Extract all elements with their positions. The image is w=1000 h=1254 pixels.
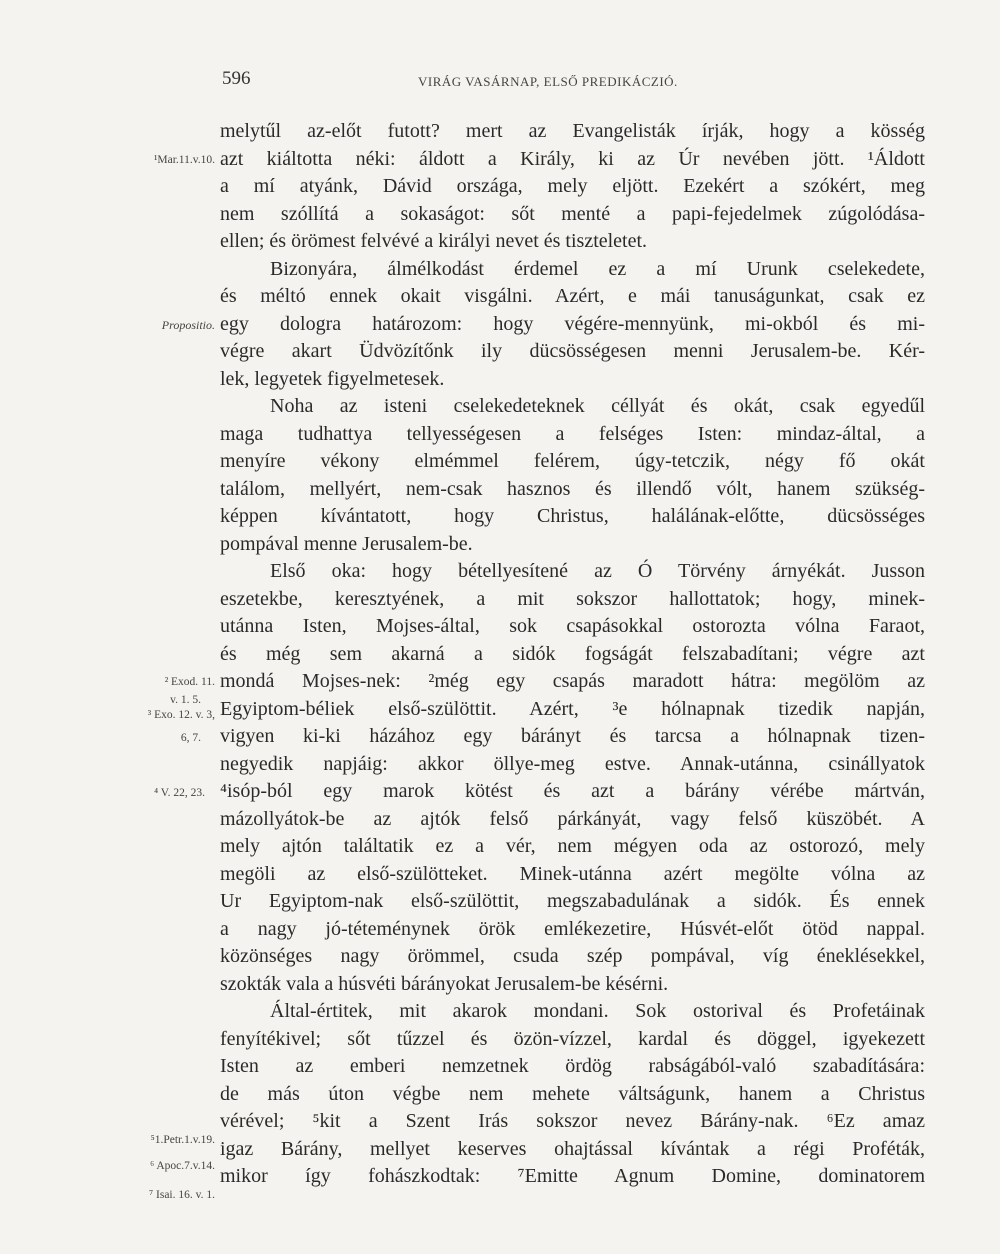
text-line: vigyen ki-ki házához egy bárányt és tarcsa a hólnapnak tizen- xyxy=(220,725,925,747)
text-line: Ur Egyiptom-nak első-szülöttit, megszabadulának a sidók. És ennek xyxy=(220,890,925,912)
text-line: mázollyátok-be az ajtók felső párkányát, vagy felső küszöbét. A xyxy=(220,807,925,830)
text-line: megöli az első-szülötteket. Minek-utánna azért megölte vólna az xyxy=(220,862,925,885)
text-line: és még sem akarná a sidók fogságát felszabadítani; végre azt xyxy=(220,642,925,665)
text-line: a mí atyánk, Dávid országa, mely eljött. Ezekért a szókért, meg xyxy=(220,175,925,197)
text-line: fenyítékivel; sőt tűzzel és özön-vízzel, kardal és döggel, igyekezett xyxy=(220,1027,925,1050)
text-line: melytűl az-előt futott? mert az Evangelisták írják, hogy a kösség xyxy=(220,120,925,142)
text-line: találom, mellyért, nem-csak hasznos és illendő vólt, hanem szükség- xyxy=(220,477,925,500)
page-number: 596 xyxy=(222,68,251,89)
body-text xyxy=(220,118,925,1191)
text-line: Egyiptom-béliek első-szülöttit. Azért, ³e hólnapnak tizedik napján, xyxy=(220,697,925,720)
margin-note: ⁵1.Petr.1.v.19. xyxy=(150,1134,215,1146)
margin-note: Propositio. xyxy=(161,318,215,332)
text-line: és méltó ennek okait visgálni. Azért, e mái tanuságunkat, csak ez xyxy=(220,285,925,307)
text-line: azt kiáltotta néki: áldott a Király, ki az Úr nevében jött. ¹Áldott xyxy=(220,147,925,170)
text-line: végre akart Üdvözítőnk ily dücsösségesen menni Jerusalem-be. Kér- xyxy=(220,340,925,362)
margin-note: ⁴ V. 22, 23. xyxy=(154,787,205,799)
text-line: közönséges nagy örömmel, csuda szép pompával, víg éneklésekkel, xyxy=(220,945,925,967)
text-line: lek, legyetek figyelmetesek. xyxy=(220,367,445,390)
text-line: ⁴isóp-ból egy marok kötést és azt a bárány vérébe mártván, xyxy=(220,780,925,802)
page-header xyxy=(222,68,922,98)
text-line: pompával menne Jerusalem-be. xyxy=(220,532,473,555)
margin-note: ⁶ Apoc.7.v.14. xyxy=(150,1160,215,1172)
text-line: képpen kívántatott, hogy Christus, halálának-előtte, dücsösséges xyxy=(220,505,925,527)
margin-note: 6, 7. xyxy=(180,732,201,744)
text-line: Isten az emberi nemzetnek ördög rabságából-való szabadítására: xyxy=(220,1055,925,1077)
text-line: szokták vala a húsvéti bárányokat Jerusalem-be késérni. xyxy=(220,972,669,995)
text-line: de más úton végbe nem mehete váltságunk, hanem a Christus xyxy=(220,1082,925,1105)
text-line: Első oka: hogy bétellyesítené az Ó Törvény árnyékát. Jusson xyxy=(270,560,925,582)
margin-note: ³ Exo. 12. v. 3, xyxy=(147,709,215,721)
text-line: mondá Mojses-nek: ²még egy csapás maradott hátra: megölöm az xyxy=(220,670,925,692)
text-line: nem szóllítá a sokaságot: sőt menté a papi-fejedelmek zúgolódása- xyxy=(220,202,925,225)
margin-note: ⁷ Isai. 16. v. 1. xyxy=(149,1189,215,1201)
margin-note: v. 1. 5. xyxy=(170,694,201,706)
text-line: maga tudhattya tellyességesen a felséges Isten: mindaz-által, a xyxy=(220,422,925,445)
text-line: eszetekbe, keresztyének, a mit sokszor hallottatok; hogy, minek- xyxy=(220,587,925,610)
margin-note: ¹Mar.11.v.10. xyxy=(153,154,215,166)
text-line: Által-értitek, mit akarok mondani. Sok ostorival és Profetáinak xyxy=(270,1000,925,1022)
margin-notes xyxy=(0,0,215,1254)
text-line: Noha az isteni cselekedeteknek céllyát és okát, csak egyedűl xyxy=(270,395,925,417)
text-line: egy dologra határozom: hogy végére-mennyünk, mi-okból és mi- xyxy=(220,312,925,335)
text-line: menyíre vékony elmémmel felérem, úgy-tetczik, négy fő okát xyxy=(220,450,925,472)
text-line: negyedik napjáig: akkor öllye-meg estve. Annak-utánna, csinállyatok xyxy=(220,752,925,775)
text-line: mely ajtón találtatik ez a vér, nem mégyen oda az ostorozó, mely xyxy=(220,835,925,857)
text-line: utánna Isten, Mojses-által, sok csapásokkal ostorozta vólna Faraot, xyxy=(220,615,925,637)
running-title: VIRÁG VASÁRNAP, ELSŐ PREDIKÁCZIÓ. xyxy=(418,74,678,89)
text-line: vérével; ⁵kit a Szent Irás sokszor nevez Bárány-nak. ⁶Ez amaz xyxy=(220,1110,925,1132)
text-line: Bizonyára, álmélkodást érdemel ez a mí Urunk cselekedete, xyxy=(270,257,925,280)
margin-note: ² Exod. 11. xyxy=(164,676,215,688)
text-line: a nagy jó-téteménynek örök emlékezetire, Húsvét-előt ötöd nappal. xyxy=(220,917,925,940)
text-line: mikor így fohászkodtak: ⁷Emitte Agnum Domine, dominatorem xyxy=(220,1165,925,1187)
text-line: ellen; és örömest felvévé a királyi nevet és tiszteletet. xyxy=(220,230,648,252)
text-line: igaz Bárány, mellyet keserves ohajtással kívántak a régi Proféták, xyxy=(220,1137,925,1160)
